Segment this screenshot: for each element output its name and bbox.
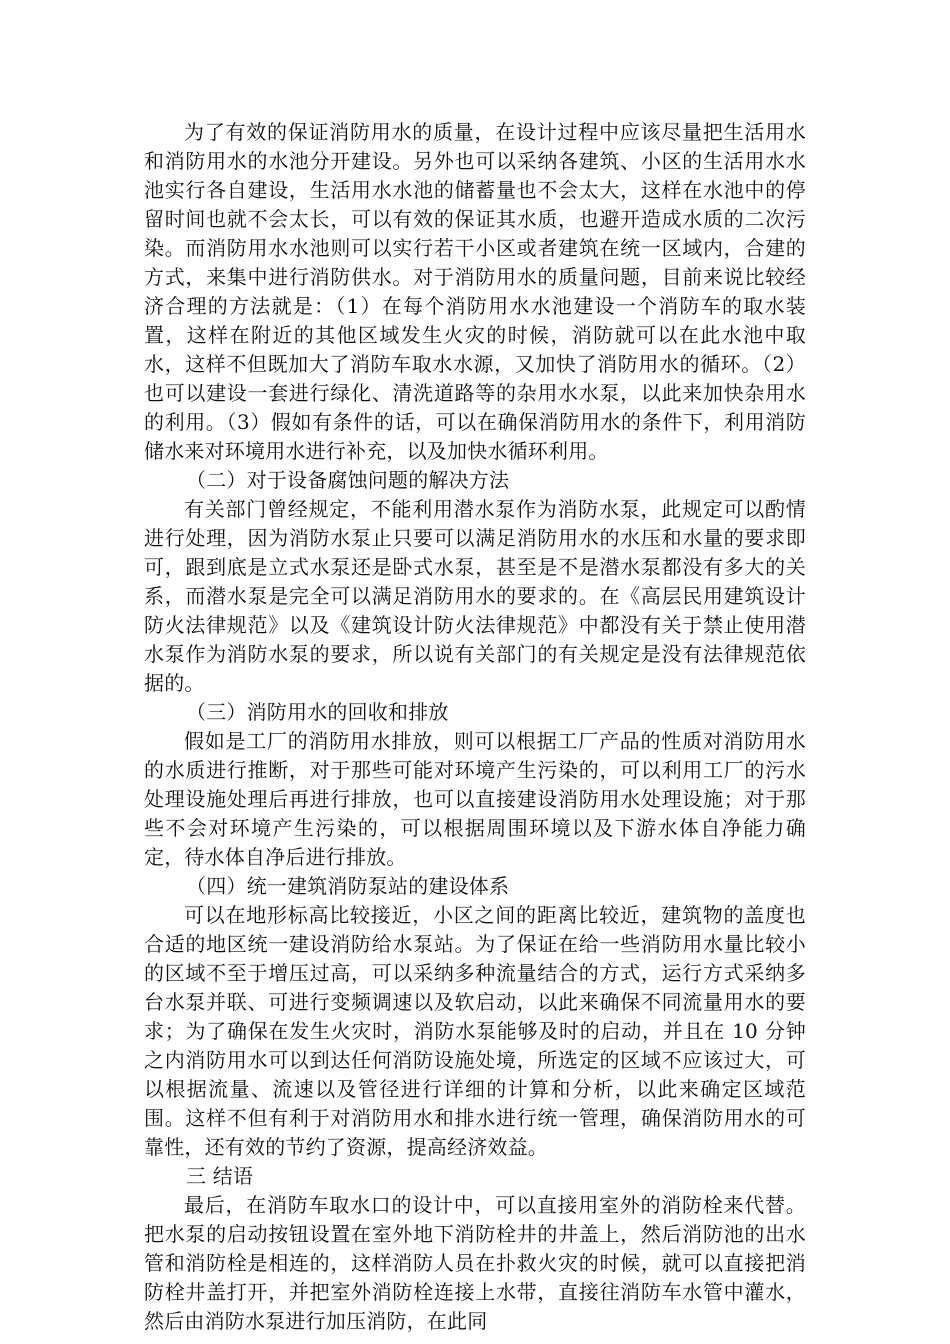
paragraph-conclusion: 最后，在消防车取水口的设计中，可以直接用室外的消防栓来代替。把水泵的启动按钮设置在室外地下消防栓井的井盖上，然后消防池的出水管和消防栓是相连的，这样消防人员在扑救火灾的时候，就可以直接把消防栓井盖打开，并把室外消防栓连接上水带，直接往消防车水管中灌水，然后由消防水泵进行加压消防，在此同: [144, 1193, 806, 1333]
heading-conclusion: 三 结语: [186, 1164, 254, 1188]
document-body: [144, 118, 806, 1336]
paragraph-corrosion: 有关部门曾经规定，不能利用潜水泵作为消防水泵，此规定可以酌情进行处理，因为消防水泵止只要可以满足消防用水的水压和水量的要求即可，跟到底是立式水泵还是卧式水泵，甚至是不是潜水泵都没有多大的关系，而潜水泵是完全可以满足消防用水的要求的。在《高层民用建筑设计防火法律规范》以及《建筑设计防火法律规范》中都没有关于禁止使用潜水泵作为消防水泵的要求，所以说有关部门的有关规定是没有法律规范依据的。: [144, 497, 806, 695]
paragraph-recovery: 假如是工厂的消防用水排放，则可以根据工厂产品的性质对消防用水的水质进行推断，对于那些可能对环境产生污染的，可以利用工厂的污水处理设施处理后再进行排放，也可以直接建设消防用水处理设施；对于那些不会对环境产生污染的，可以根据周围环境以及下游水体自净能力确定，待水体自净后进行排放。: [144, 729, 806, 869]
heading-recovery: （三）消防用水的回收和排放: [186, 700, 449, 724]
heading-pump-station: （四）统一建筑消防泵站的建设体系: [186, 874, 510, 898]
heading-corrosion: （二）对于设备腐蚀问题的解决方法: [186, 468, 510, 492]
paragraph-water-quality: 为了有效的保证消防用水的质量，在设计过程中应该尽量把生活用水和消防用水的水池分开建设。另外也可以采纳各建筑、小区的生活用水水池实行各自建设，生活用水水池的储蓄量也不会太大，这样在水池中的停留时间也就不会太长，可以有效的保证其水质，也避开造成水质的二次污染。而消防用水水池则可以实行若干小区或者建筑在统一区域内，合建的方式，来集中进行消防供水。对于消防用水的质量问题，目前来说比较经济合理的方法就是：（1）在每个消防用水水池建设一个消防车的取水装置，这样在附近的其他区域发生火灾的时候，消防就可以在此水池中取水，这样不但既加大了消防车取水水源，又加快了消防用水的循环。（2）也可以建设一套进行绿化、清洗道路等的杂用水水泵，以此来加快杂用水的利用。（3）假如有条件的话，可以在确保消防用水的条件下，利用消防储水来对环境用水进行补充，以及加快水循环利用。: [144, 120, 806, 463]
paragraph-pump-station: 可以在地形标高比较接近，小区之间的距离比较近，建筑物的盖度也合适的地区统一建设消防给水泵站。为了保证在给一些消防用水量比较小的区域不至于增压过高，可以采纳多种流量结合的方式，运行方式采纳多台水泵并联、可进行变频调速以及软启动，以此来确保不同流量用水的要求；为了确保在发生火灾时，消防水泵能够及时的启动，并且在 10 分钟之内消防用水可以到达任何消防设施处境，所选定的区域不应该过大，可以根据流量、流速以及管径进行详细的计算和分析，以此来确定区域范围。这样不但有利于对消防用水和排水进行统一管理，确保消防用水的可靠性，还有效的节约了资源，提高经济效益。: [144, 903, 806, 1159]
